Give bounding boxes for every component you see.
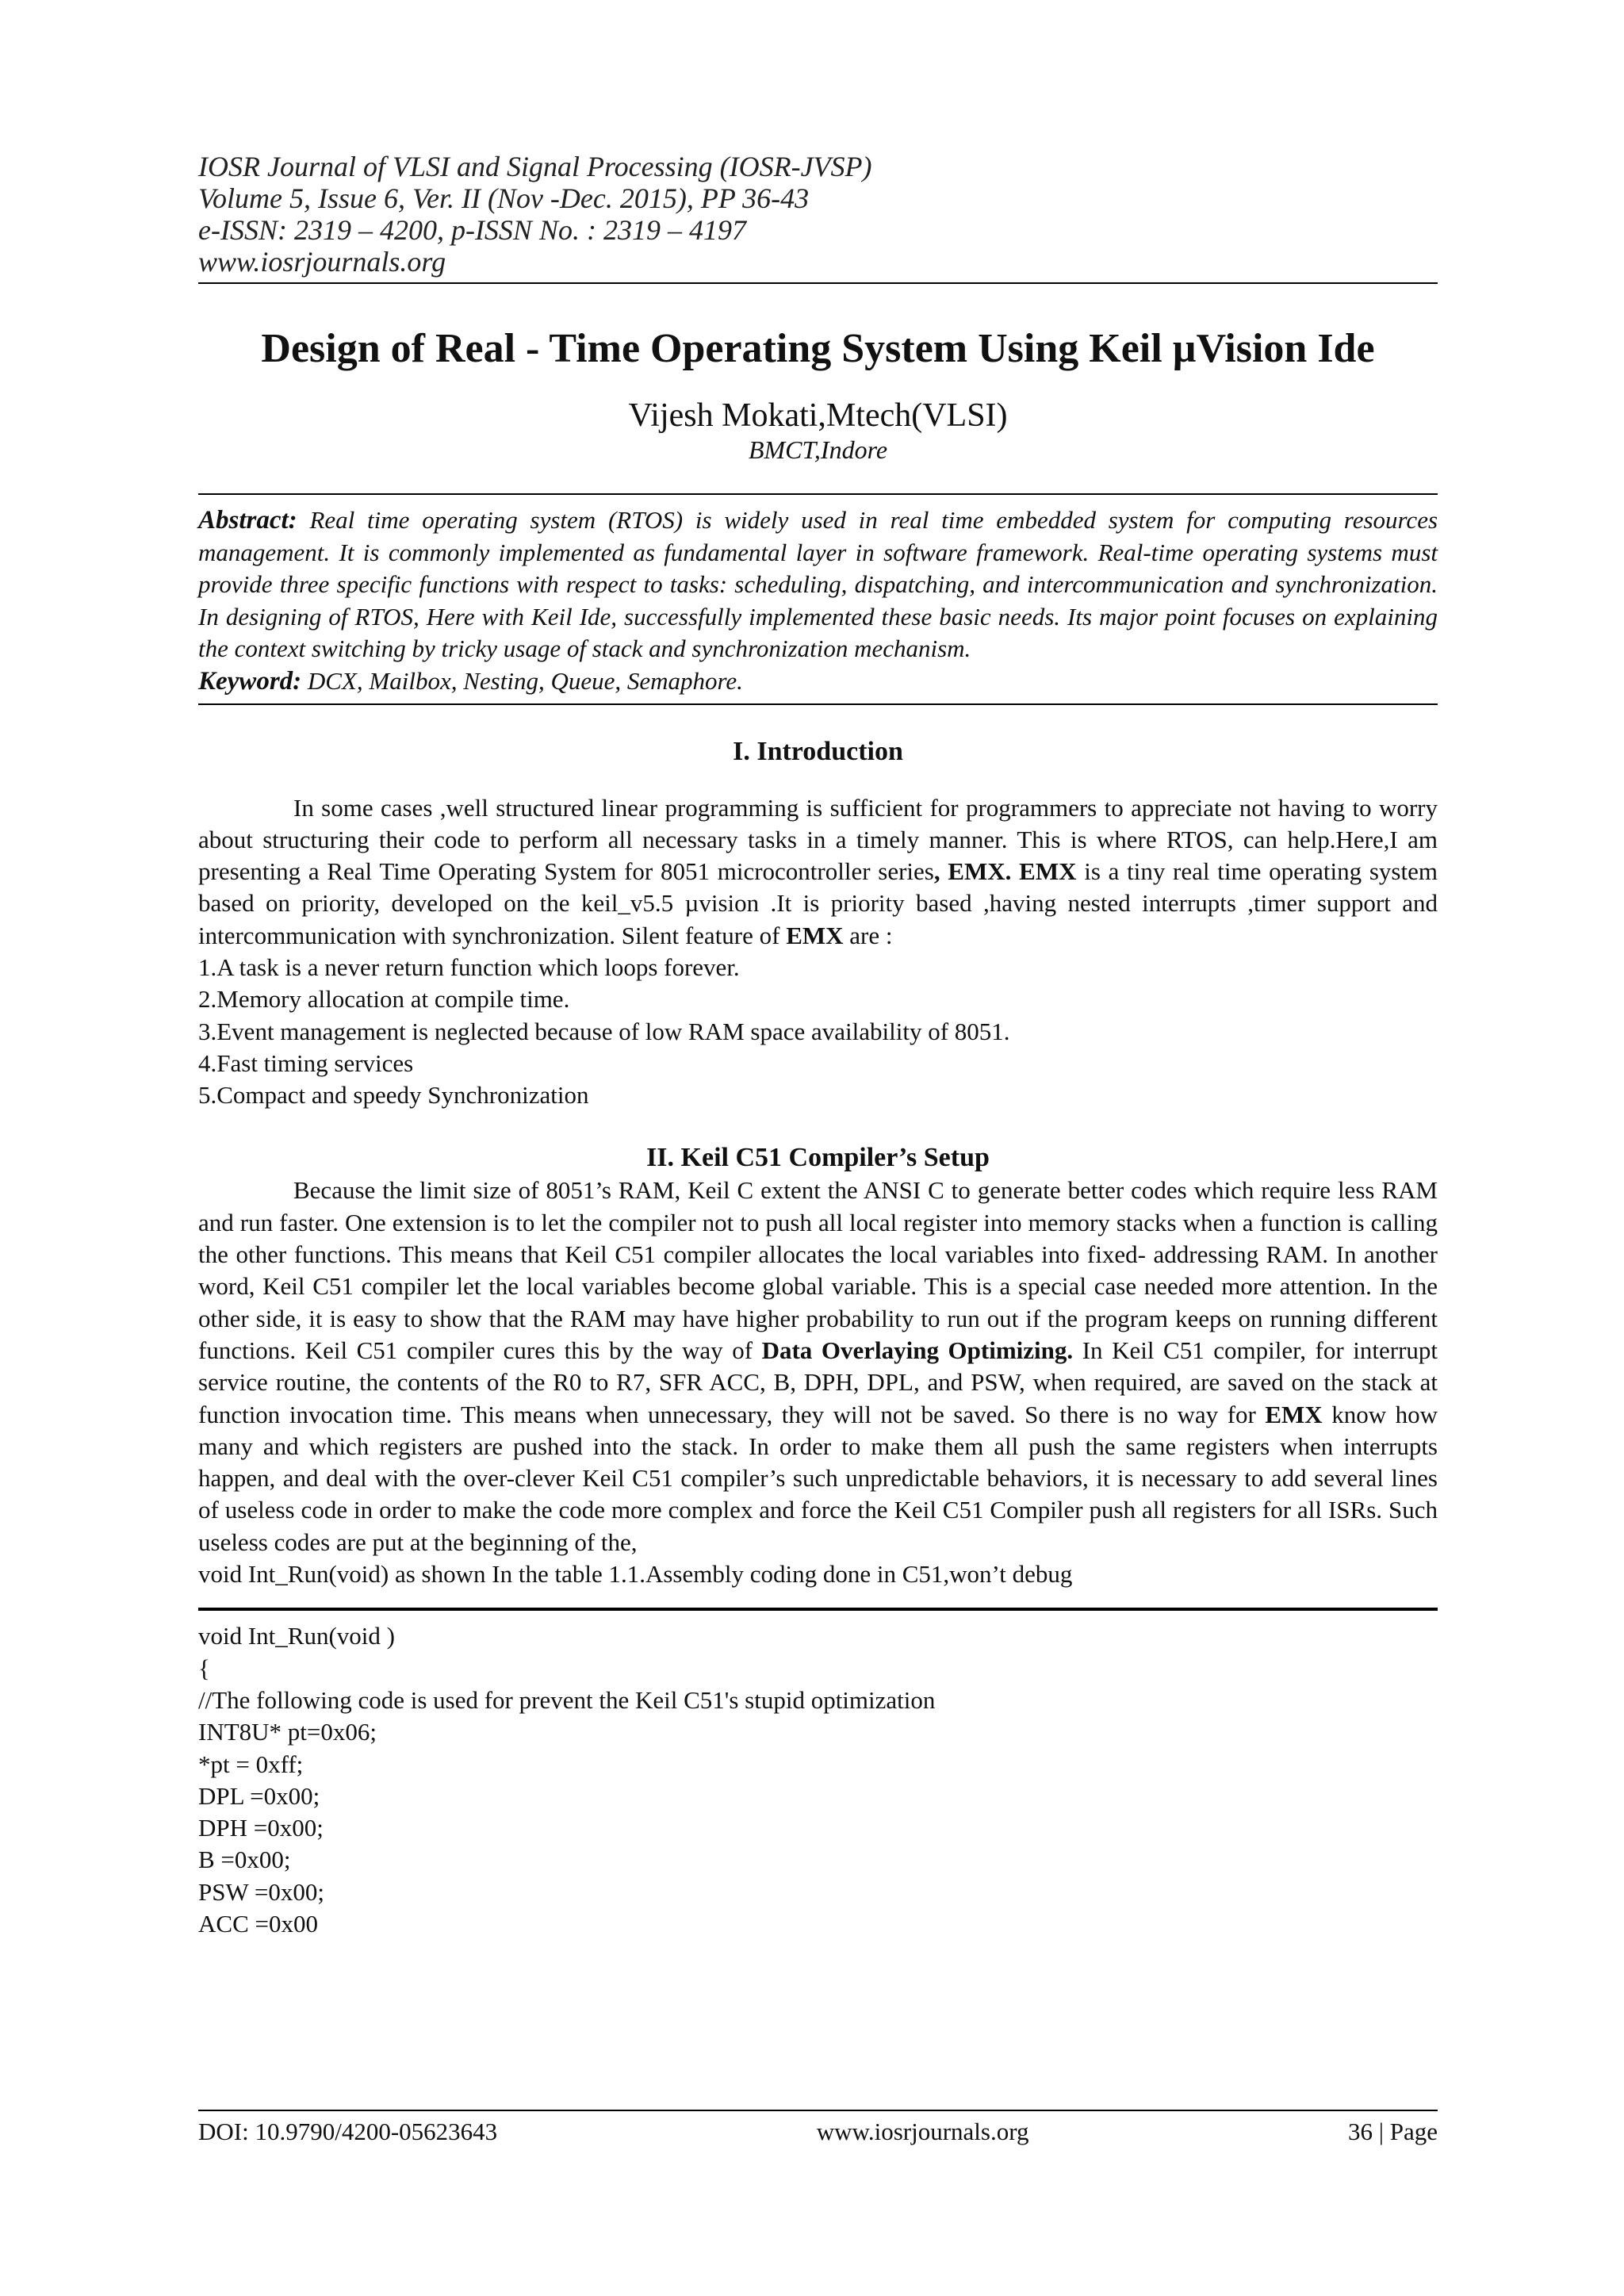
journal-url: www.iosrjournals.org bbox=[198, 246, 446, 278]
author-name: Vijesh Mokati,Mtech(VLSI) bbox=[628, 397, 1008, 434]
intro-emx-2: EMX bbox=[1019, 857, 1077, 886]
journal-name: IOSR Journal of VLSI and Signal Processing (IOSR-JVSP) bbox=[198, 151, 872, 182]
code-line: //The following code is used for prevent the Keil C51's stupid optimization bbox=[198, 1685, 936, 1714]
abstract-text: Real time operating system (RTOS) is widely used in real time embedded system for computing resources management. It is commonly implemented as fundamental layer in software framework. Real-time operating systems must provide three specific functions with respect to tasks: scheduling, dispatching, and intercommunication and synchronization. In designing of RTOS, Here with Keil Ide, successfully implemented these basic needs. Its major point focuses on explaining the context switching by tricky usage of stack and synchronization mechanism. bbox=[198, 506, 1438, 662]
keil-text-2: In Keil C51 compiler, for interrupt service routine, the contents of the R0 to R7, SFR ACC, B, DPH, DPL, and PSW, when required, are saved on the stack at function invocation time. This means when unnecessary, they will not be saved. So there is no way for bbox=[198, 1336, 1438, 1428]
intro-emx-1: , EMX. bbox=[933, 857, 1012, 886]
keywords bbox=[198, 665, 1438, 697]
intro-text-2: is a tiny real time operating system based on priority, developed on the keil_v5.5 µvision .It is priority based ,having nested interrupts ,timer support and intercommunication with synchronization. Silent feature of bbox=[198, 857, 1438, 949]
abstract bbox=[198, 504, 1438, 665]
section-heading-introduction: I. Introduction bbox=[733, 736, 903, 766]
keywords-label: Keyword: bbox=[198, 666, 302, 696]
keil-emx: EMX bbox=[1265, 1400, 1323, 1428]
code-line: void Int_Run(void ) bbox=[198, 1622, 395, 1650]
keil-paragraph-last-line: void Int_Run(void) as shown In the table 1.1.Assembly coding done in C51,won’t debug bbox=[198, 1560, 1073, 1589]
footer-page-number: 36 | Page bbox=[1348, 2118, 1438, 2145]
code-line: INT8U* pt=0x06; bbox=[198, 1718, 377, 1746]
keil-text-3: know how many and which registers are pushed into the stack. In order to make them all push the same registers when interrupts happen, and deal with the over-clever Keil C51 compiler’s such unpredictable behaviors, it is necessary to add several lines of useless code in order to make the code more complex and force the Keil C51 Compiler push all registers for all ISRs. Such useless codes are put at the beginning of the, bbox=[198, 1400, 1438, 1556]
author-affiliation: BMCT,Indore bbox=[748, 435, 888, 464]
paper-page bbox=[198, 151, 1438, 1940]
intro-text-1: In some cases ,well structured linear programming is sufficient for programmers to appreciate not having to worry about structuring their code to perform all necessary tasks in a timely manner. This is where RTOS, can help.Here,I am presenting a Real Time Operating System for 8051 microcontroller series bbox=[198, 793, 1438, 886]
keil-bold-optimizing: Data Overlaying Optimizing. bbox=[761, 1336, 1074, 1364]
abstract-label: Abstract: bbox=[198, 506, 297, 535]
list-item: 4.Fast timing services bbox=[198, 1048, 414, 1077]
code-line: DPL =0x00; bbox=[198, 1781, 320, 1810]
list-item: 1.A task is a never return function which loops forever. bbox=[198, 953, 740, 981]
section-heading-keil-setup: II. Keil C51 Compiler’s Setup bbox=[646, 1143, 990, 1173]
footer-doi: DOI: 10.9790/4200-05623643 bbox=[198, 2118, 498, 2145]
abstract-block bbox=[198, 493, 1438, 705]
list-item: 2.Memory allocation at compile time. bbox=[198, 985, 570, 1014]
code-line: B =0x00; bbox=[198, 1846, 291, 1874]
code-line: *pt = 0xff; bbox=[198, 1750, 304, 1778]
intro-emx-3: EMX bbox=[786, 921, 844, 949]
list-item: 3.Event management is neglected because of low RAM space availability of 8051. bbox=[198, 1017, 1010, 1045]
keywords-text: DCX, Mailbox, Nesting, Queue, Semaphore. bbox=[307, 666, 743, 695]
keil-text-1: Because the limit size of 8051’s RAM, Keil C extent the ANSI C to generate better codes which require less RAM and run faster. One extension is to let the compiler not to push all local register into memory stacks when a function is calling the other functions. This means that Keil C51 compiler allocates the local variables into fixed- addressing RAM. In another word, Keil C51 compiler let the local variables become global variable. This is a special case needed more attention. In the other side, it is easy to show that the RAM may have higher probability to run out if the program keeps on running different functions. Keil C51 compiler cures this by the way of bbox=[198, 1176, 1438, 1364]
page-footer bbox=[198, 2110, 1438, 2146]
code-line: PSW =0x00; bbox=[198, 1877, 325, 1906]
journal-issn: e-ISSN: 2319 – 4200, p-ISSN No. : 2319 – 4197 bbox=[198, 214, 746, 246]
journal-header bbox=[198, 151, 1438, 278]
code-line: DPH =0x00; bbox=[198, 1814, 324, 1842]
keil-paragraph bbox=[198, 1175, 1438, 1558]
journal-volume: Volume 5, Issue 6, Ver. II (Nov -Dec. 2015), PP 36-43 bbox=[198, 182, 810, 214]
footer-site: www.iosrjournals.org bbox=[816, 2118, 1029, 2145]
feature-list bbox=[198, 952, 1438, 1111]
list-item: 5.Compact and speedy Synchronization bbox=[198, 1081, 589, 1110]
header-rule bbox=[198, 282, 1438, 284]
intro-text-3: are : bbox=[843, 921, 893, 949]
code-line: ACC =0x00 bbox=[198, 1910, 318, 1938]
paper-title: Design of Real - Time Operating System Using Keil µVision Ide bbox=[261, 326, 1375, 371]
intro-paragraph bbox=[198, 792, 1438, 952]
code-line: { bbox=[198, 1654, 210, 1682]
code-listing bbox=[198, 1608, 1438, 1940]
